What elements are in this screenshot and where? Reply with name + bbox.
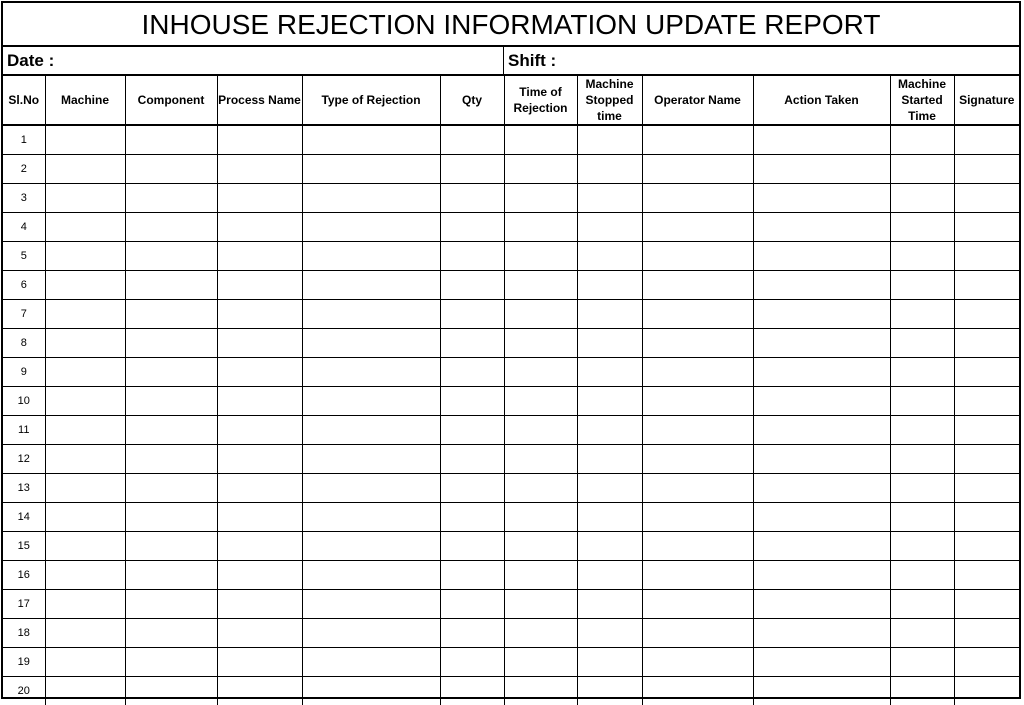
entry-cell[interactable] [440,677,504,705]
entry-cell[interactable] [954,242,1019,271]
entry-cell[interactable] [577,213,642,242]
entry-cell[interactable] [642,532,753,561]
column-header: Signature [954,76,1019,125]
entry-cell[interactable] [954,358,1019,387]
entry-cell[interactable] [504,416,577,445]
serial-number-cell: 12 [3,445,45,474]
table-row [3,358,1019,387]
entry-cell[interactable] [954,590,1019,619]
entry-cell[interactable] [45,155,125,184]
entry-cell[interactable] [577,561,642,590]
entry-cell[interactable] [440,213,504,242]
rejection-table [3,76,1019,705]
serial-number-cell: 1 [3,125,45,155]
entry-cell[interactable] [577,125,642,155]
entry-cell[interactable] [302,445,440,474]
entry-cell[interactable] [954,445,1019,474]
entry-cell[interactable] [125,619,217,648]
entry-cell[interactable] [642,590,753,619]
entry-cell[interactable] [440,155,504,184]
entry-cell[interactable] [440,184,504,213]
entry-cell[interactable] [577,329,642,358]
table-row [3,619,1019,648]
entry-cell[interactable] [440,503,504,532]
entry-cell[interactable] [302,416,440,445]
entry-cell[interactable] [302,358,440,387]
entry-cell[interactable] [440,242,504,271]
entry-cell[interactable] [217,387,302,416]
entry-cell[interactable] [440,329,504,358]
entry-cell[interactable] [302,242,440,271]
entry-cell[interactable] [440,474,504,503]
column-header: Machine Started Time [890,76,954,125]
entry-cell[interactable] [954,677,1019,705]
entry-cell[interactable] [217,532,302,561]
entry-cell[interactable] [440,300,504,329]
entry-cell[interactable] [504,358,577,387]
entry-cell[interactable] [217,242,302,271]
entry-cell[interactable] [45,561,125,590]
entry-cell[interactable] [954,532,1019,561]
entry-cell[interactable] [890,503,954,532]
entry-cell[interactable] [642,503,753,532]
entry-cell[interactable] [217,474,302,503]
table-row [3,300,1019,329]
serial-number-cell: 18 [3,619,45,648]
entry-cell[interactable] [954,619,1019,648]
entry-cell[interactable] [753,677,890,705]
entry-cell[interactable] [577,155,642,184]
entry-cell[interactable] [577,474,642,503]
entry-cell[interactable] [45,503,125,532]
entry-cell[interactable] [890,155,954,184]
table-row [3,125,1019,155]
entry-cell[interactable] [954,329,1019,358]
entry-cell[interactable] [753,213,890,242]
entry-cell[interactable] [440,387,504,416]
entry-cell[interactable] [45,184,125,213]
table-header-row [3,76,1019,125]
entry-cell[interactable] [504,271,577,300]
column-header: Component [125,76,217,125]
entry-cell[interactable] [577,648,642,677]
entry-cell[interactable] [753,445,890,474]
entry-cell[interactable] [890,125,954,155]
entry-cell[interactable] [753,242,890,271]
entry-cell[interactable] [440,358,504,387]
column-header: Machine Stopped time [577,76,642,125]
column-header: Sl.No [3,76,45,125]
entry-cell[interactable] [642,561,753,590]
column-header: Type of Rejection [302,76,440,125]
entry-cell[interactable] [125,242,217,271]
entry-cell[interactable] [440,416,504,445]
entry-cell[interactable] [954,300,1019,329]
entry-cell[interactable] [890,358,954,387]
entry-cell[interactable] [440,532,504,561]
table-row [3,561,1019,590]
table-row [3,271,1019,300]
entry-cell[interactable] [890,387,954,416]
entry-cell[interactable] [890,329,954,358]
entry-cell[interactable] [890,677,954,705]
entry-cell[interactable] [302,329,440,358]
entry-cell[interactable] [302,561,440,590]
serial-number-cell: 2 [3,155,45,184]
entry-cell[interactable] [753,474,890,503]
entry-cell[interactable] [440,445,504,474]
entry-cell[interactable] [753,300,890,329]
entry-cell[interactable] [217,445,302,474]
entry-cell[interactable] [954,184,1019,213]
entry-cell[interactable] [890,590,954,619]
entry-cell[interactable] [642,416,753,445]
entry-cell[interactable] [577,503,642,532]
entry-cell[interactable] [577,271,642,300]
entry-cell[interactable] [217,271,302,300]
entry-cell[interactable] [577,184,642,213]
entry-cell[interactable] [642,474,753,503]
entry-cell[interactable] [753,125,890,155]
table-row [3,503,1019,532]
entry-cell[interactable] [890,561,954,590]
entry-cell[interactable] [217,503,302,532]
entry-cell[interactable] [302,677,440,705]
entry-cell[interactable] [890,532,954,561]
entry-cell[interactable] [753,532,890,561]
entry-cell[interactable] [125,184,217,213]
entry-cell[interactable] [890,242,954,271]
entry-cell[interactable] [642,155,753,184]
serial-number-cell: 7 [3,300,45,329]
entry-cell[interactable] [440,590,504,619]
entry-cell[interactable] [125,300,217,329]
entry-cell[interactable] [753,648,890,677]
entry-cell[interactable] [753,155,890,184]
entry-cell[interactable] [45,445,125,474]
entry-cell[interactable] [577,532,642,561]
entry-cell[interactable] [125,387,217,416]
entry-cell[interactable] [753,184,890,213]
entry-cell[interactable] [302,503,440,532]
entry-cell[interactable] [954,213,1019,242]
entry-cell[interactable] [642,445,753,474]
entry-cell[interactable] [217,561,302,590]
column-header: Qty [440,76,504,125]
entry-cell[interactable] [642,184,753,213]
table-row [3,648,1019,677]
entry-cell[interactable] [440,619,504,648]
entry-cell[interactable] [125,445,217,474]
serial-number-cell: 15 [3,532,45,561]
entry-cell[interactable] [45,329,125,358]
serial-number-cell: 4 [3,213,45,242]
entry-cell[interactable] [45,619,125,648]
entry-cell[interactable] [45,590,125,619]
serial-number-cell: 11 [3,416,45,445]
entry-cell[interactable] [642,619,753,648]
column-header: Machine [45,76,125,125]
entry-cell[interactable] [125,648,217,677]
entry-cell[interactable] [217,125,302,155]
column-header: Action Taken [753,76,890,125]
entry-cell[interactable] [753,329,890,358]
serial-number-cell: 6 [3,271,45,300]
serial-number-cell: 20 [3,677,45,705]
entry-cell[interactable] [45,387,125,416]
entry-cell[interactable] [577,590,642,619]
entry-cell[interactable] [890,445,954,474]
entry-cell[interactable] [890,416,954,445]
entry-cell[interactable] [890,474,954,503]
date-field[interactable]: Date : [3,47,504,74]
entry-cell[interactable] [125,532,217,561]
entry-cell[interactable] [753,619,890,648]
entry-cell[interactable] [302,125,440,155]
entry-cell[interactable] [577,445,642,474]
entry-cell[interactable] [504,590,577,619]
entry-cell[interactable] [954,155,1019,184]
entry-cell[interactable] [504,387,577,416]
entry-cell[interactable] [125,213,217,242]
entry-cell[interactable] [125,561,217,590]
entry-cell[interactable] [217,184,302,213]
serial-number-cell: 14 [3,503,45,532]
entry-cell[interactable] [890,648,954,677]
table-row [3,474,1019,503]
entry-cell[interactable] [642,329,753,358]
entry-cell[interactable] [753,503,890,532]
entry-cell[interactable] [577,416,642,445]
entry-cell[interactable] [302,213,440,242]
table-row [3,242,1019,271]
entry-cell[interactable] [125,677,217,705]
serial-number-cell: 3 [3,184,45,213]
serial-number-cell: 17 [3,590,45,619]
entry-cell[interactable] [302,387,440,416]
serial-number-cell: 10 [3,387,45,416]
entry-cell[interactable] [954,648,1019,677]
entry-cell[interactable] [890,619,954,648]
table-row [3,445,1019,474]
entry-cell[interactable] [642,358,753,387]
entry-cell[interactable] [642,271,753,300]
entry-cell[interactable] [642,213,753,242]
entry-cell[interactable] [504,677,577,705]
entry-cell[interactable] [504,155,577,184]
entry-cell[interactable] [753,271,890,300]
rejection-report-form [1,1,1021,699]
entry-cell[interactable] [217,329,302,358]
entry-cell[interactable] [125,590,217,619]
entry-cell[interactable] [125,358,217,387]
table-row [3,416,1019,445]
entry-cell[interactable] [577,300,642,329]
report-meta-row [3,47,1019,76]
entry-cell[interactable] [302,474,440,503]
entry-cell[interactable] [440,125,504,155]
entry-cell[interactable] [125,125,217,155]
entry-cell[interactable] [504,184,577,213]
entry-cell[interactable] [217,677,302,705]
table-row [3,590,1019,619]
serial-number-cell: 19 [3,648,45,677]
entry-cell[interactable] [504,503,577,532]
entry-cell[interactable] [642,648,753,677]
entry-cell[interactable] [217,155,302,184]
entry-cell[interactable] [954,474,1019,503]
entry-cell[interactable] [217,213,302,242]
entry-cell[interactable] [45,242,125,271]
entry-cell[interactable] [45,358,125,387]
entry-cell[interactable] [504,532,577,561]
table-row [3,329,1019,358]
entry-cell[interactable] [504,300,577,329]
entry-cell[interactable] [954,271,1019,300]
entry-cell[interactable] [302,155,440,184]
column-header: Time of Rejection [504,76,577,125]
entry-cell[interactable] [45,416,125,445]
entry-cell[interactable] [45,648,125,677]
entry-cell[interactable] [753,590,890,619]
column-header: Process Name [217,76,302,125]
entry-cell[interactable] [217,300,302,329]
entry-cell[interactable] [45,532,125,561]
entry-cell[interactable] [440,561,504,590]
table-row [3,532,1019,561]
entry-cell[interactable] [504,619,577,648]
entry-cell[interactable] [302,271,440,300]
entry-cell[interactable] [504,648,577,677]
entry-cell[interactable] [125,474,217,503]
entry-cell[interactable] [440,648,504,677]
entry-cell[interactable] [217,590,302,619]
entry-cell[interactable] [217,648,302,677]
table-row [3,155,1019,184]
table-row [3,213,1019,242]
entry-cell[interactable] [577,677,642,705]
entry-cell[interactable] [217,358,302,387]
serial-number-cell: 9 [3,358,45,387]
entry-cell[interactable] [45,677,125,705]
serial-number-cell: 16 [3,561,45,590]
entry-cell[interactable] [504,445,577,474]
entry-cell[interactable] [504,125,577,155]
entry-cell[interactable] [125,503,217,532]
entry-cell[interactable] [125,155,217,184]
entry-cell[interactable] [504,561,577,590]
entry-cell[interactable] [302,300,440,329]
entry-cell[interactable] [302,532,440,561]
entry-cell[interactable] [504,329,577,358]
entry-cell[interactable] [954,387,1019,416]
table-row [3,184,1019,213]
entry-cell[interactable] [890,300,954,329]
entry-cell[interactable] [577,242,642,271]
entry-cell[interactable] [302,619,440,648]
entry-cell[interactable] [753,416,890,445]
entry-cell[interactable] [642,677,753,705]
entry-cell[interactable] [125,329,217,358]
entry-cell[interactable] [45,300,125,329]
entry-cell[interactable] [577,358,642,387]
entry-cell[interactable] [504,213,577,242]
entry-cell[interactable] [890,271,954,300]
table-row [3,677,1019,705]
entry-cell[interactable] [753,561,890,590]
entry-cell[interactable] [45,271,125,300]
entry-cell[interactable] [890,213,954,242]
entry-cell[interactable] [45,474,125,503]
entry-cell[interactable] [753,387,890,416]
entry-cell[interactable] [217,416,302,445]
entry-cell[interactable] [954,503,1019,532]
serial-number-cell: 8 [3,329,45,358]
entry-cell[interactable] [642,387,753,416]
serial-number-cell: 13 [3,474,45,503]
entry-cell[interactable] [890,184,954,213]
entry-cell[interactable] [217,619,302,648]
entry-cell[interactable] [440,271,504,300]
entry-cell[interactable] [642,242,753,271]
serial-number-cell: 5 [3,242,45,271]
entry-cell[interactable] [954,561,1019,590]
entry-cell[interactable] [954,416,1019,445]
entry-cell[interactable] [125,271,217,300]
shift-field[interactable]: Shift : [504,47,1019,74]
entry-cell[interactable] [302,590,440,619]
entry-cell[interactable] [504,242,577,271]
entry-cell[interactable] [577,619,642,648]
column-header: Operator Name [642,76,753,125]
report-title: INHOUSE REJECTION INFORMATION UPDATE REPORT [3,3,1019,47]
entry-cell[interactable] [302,184,440,213]
entry-cell[interactable] [753,358,890,387]
entry-cell[interactable] [45,213,125,242]
entry-cell[interactable] [302,648,440,677]
entry-cell[interactable] [125,416,217,445]
entry-cell[interactable] [577,387,642,416]
entry-cell[interactable] [45,125,125,155]
entry-cell[interactable] [954,125,1019,155]
entry-cell[interactable] [642,125,753,155]
table-row [3,387,1019,416]
entry-cell[interactable] [642,300,753,329]
entry-cell[interactable] [504,474,577,503]
table-body [3,125,1019,705]
